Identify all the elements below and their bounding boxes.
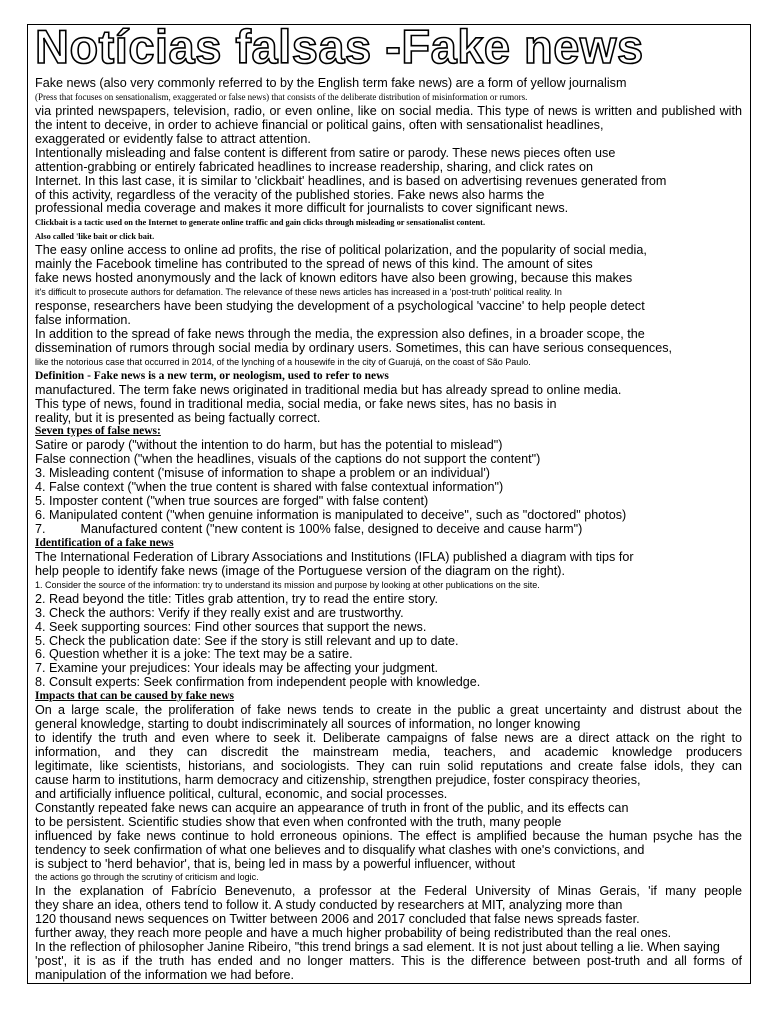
text-line: Constantly repeated fake news can acquire an appearance of truth in front of the public, and its effects can [35,800,629,815]
list-item: 4. Seek supporting sources: Find other sources that support the news. [35,619,427,634]
list-item: 6. Manipulated content ("when genuine information is manipulated to deceive", such as "doctored" photos) [35,508,627,523]
list-item: 3. Misleading content ('misuse of information to shape a problem or an individual') [35,466,490,481]
text-line: and artificially influence political, cultural, economic, and social processes. [35,786,448,801]
text-line: is subject to 'herd behavior', that is, being led in mass by a powerful influencer, without [35,856,516,871]
text-line: manufactured. The term fake news originated in traditional media but has already spread to online media. [35,382,622,397]
list-item: False connection ("when the headlines, visuals of the captions do not support the content") [35,452,541,467]
text-line: like the notorious case that occurred in 2014, of the lynching of a housewife in the city of Guarujá, on the coast of São Paulo. [35,356,531,367]
text-line: 120 thousand news sequences on Twitter between 2006 and 2017 concluded that false news spreads faster. [35,912,640,927]
list-item: 6. Question whether it is a joke: The text may be a satire. [35,647,353,662]
text-line: (Press that focuses on sensationalism, exaggerated or false news) that consists of the deliberate distribution of misinformation or rumors. [35,91,528,102]
text-line: they share an idea, others tend to follow it. A study conducted by researchers at MIT, analyzing more than [35,898,623,913]
text-line: response, researchers have been studying the development of a psychological 'vaccine' to help people detect [35,299,645,313]
text-line: false information. [35,312,131,327]
text-line: Also called 'like bait or click bait. [35,232,155,242]
text-line: to be persistent. Scientific studies show that even when confronted with the truth, many people [35,814,562,829]
text-line: Clickbait is a tactic used on the Internet to generate online traffic and gain clicks through misleading or sensationalist content. [35,218,486,228]
text-line: further away, they reach more people and have a much higher probability of being redistributed than the real ones. [35,926,672,941]
heading-text: Seven types of false news: [35,425,161,438]
text-line: tendency to seek confirmation of what one believes and to disqualify what clashes with one's convictions, and [35,842,645,857]
text-line: This type of news, found in traditional media, social media, or fake news sites, has no basis in [35,396,557,411]
text-line: of this activity, regardless of the veracity of the published stories. Fake news also harms the [35,187,545,202]
text-line: reality, but it is presented as being factually correct. [35,410,321,425]
text-line: On a large scale, the proliferation of fake news tends to create in the public a great uncertainty and distrust about the [35,703,742,718]
text-line: In addition to the spread of fake news through the media, the expression also defines, in a broader scope, the [35,326,645,341]
list-item: 8. Consult experts: Seek confirmation from independent people with knowledge. [35,675,481,690]
text-line: help people to identify fake news (image of the Portuguese version of the diagram on the right). [35,563,565,578]
text-line: manipulation of the information we had before. [35,968,295,982]
text-line: cause harm to institutions, harm democracy and citizenship, strengthen prejudice, foster conspiracy theories, [35,772,641,787]
text-line: 'post', it is as if the truth has ended and no longer matters. This is the difference between post-truth and all forms of [35,954,742,969]
text-line: attention-grabbing or entirely fabricated headlines to increase readership, sharing, and click rates on [35,159,593,174]
heading-text: Impacts that can be caused by fake news [35,690,235,703]
list-item: 5. Imposter content ("when true sources are forged" with false content) [35,494,429,509]
text-line: Internet. In this last case, it is similar to 'clickbait' headlines, and is based on advertising revenues generated from [35,173,667,188]
text-line: legitimate, like scientists, historians, and sociologists. They can ruin solid reputations and create false idols, they can [35,758,742,773]
document-title: Notícias falsas -Fake news [35,24,644,73]
text-line: it's difficult to prosecute authors for defamation. The relevance of these news articles has increased in a 'post-truth' political reality. In [35,287,562,298]
text-line: general knowledge, starting to doubt indiscriminately all sources of information, no longer knowing [35,717,581,732]
text-line: Intentionally misleading and false content is different from satire or parody. These news pieces often use [35,145,616,160]
section-heading-seven-types [35,425,742,439]
section-heading-definition: Definition - Fake news is a new term, or neologism, used to refer to news [35,369,389,382]
text-line: the actions go through the scrutiny of criticism and logic. [35,872,259,883]
list-item: 4. False context ("when the true content is shared with false contextual information") [35,480,504,495]
list-item: 7. Manufactured content ("new content is 100% false, designed to deceive and cause harm") [35,522,583,536]
text-line: The easy online access to online ad profits, the rise of political polarization, and the popularity of social media, [35,243,647,258]
text-line: In the explanation of Fabrício Benevenuto, a professor at the Federal University of Minas Gerais, 'if many people [35,884,742,899]
text-line: In the reflection of philosopher Janine Ribeiro, "this trend brings a sad element. It is not just about telling a lie. When saying [35,940,720,955]
document-body [35,77,742,983]
text-line: The International Federation of Library Associations and Institutions (IFLA) published a diagram with tips for [35,549,634,564]
document-page [27,24,751,984]
text-line: exaggerated or evidently false to attract attention. [35,131,311,146]
list-item: 5. Check the publication date: See if the story is still relevant and up to date. [35,633,459,648]
text-line: influenced by fake news continue to hold erroneous opinions. The effect is amplified because the human psyche has the [35,828,742,843]
text-line: via printed newspapers, television, radio, or even online, like on social media. This type of news is written and published with [35,103,742,118]
list-item: 7. Examine your prejudices: Your ideals may be affecting your judgment. [35,661,438,676]
list-item: Satire or parody ("without the intention to do harm, but has the potential to mislead") [35,438,503,453]
text-line: to identify the truth and even where to seek it. Deliberate campaigns of false news are a direct attack on the right to [35,731,742,746]
text-line: the intent to deceive, in order to achieve financial or political gains, often with sensationalist headlines, [35,117,604,132]
heading-text: Identification of a fake news [35,536,174,549]
section-heading-identification [35,537,742,551]
text-line: fake news hosted anonymously and the lack of known editors have also been growing, because this makes [35,271,633,286]
text-line: professional media coverage and makes it more difficult for journalists to cover significant news. [35,201,569,216]
text-line: information, and they can discredit the mainstream media, teachers, and academic knowledge producers [35,745,742,759]
list-item: 3. Check the authors: Verify if they really exist and are trustworthy. [35,605,404,620]
text-line: mainly the Facebook timeline has contributed to the spread of news of this kind. The amount of sites [35,257,593,272]
list-item: 2. Read beyond the title: Titles grab attention, try to read the entire story. [35,591,438,606]
text-line: dissemination of rumors through social media by ordinary users. Sometimes, this can have serious consequences, [35,340,672,355]
section-heading-impacts [35,690,742,704]
text-line: Fake news (also very commonly referred to by the English term fake news) are a form of yellow journalism [35,76,627,90]
list-item: 1. Consider the source of the information: try to understand its mission and purpose by looking at other publications on the site. [35,579,540,590]
